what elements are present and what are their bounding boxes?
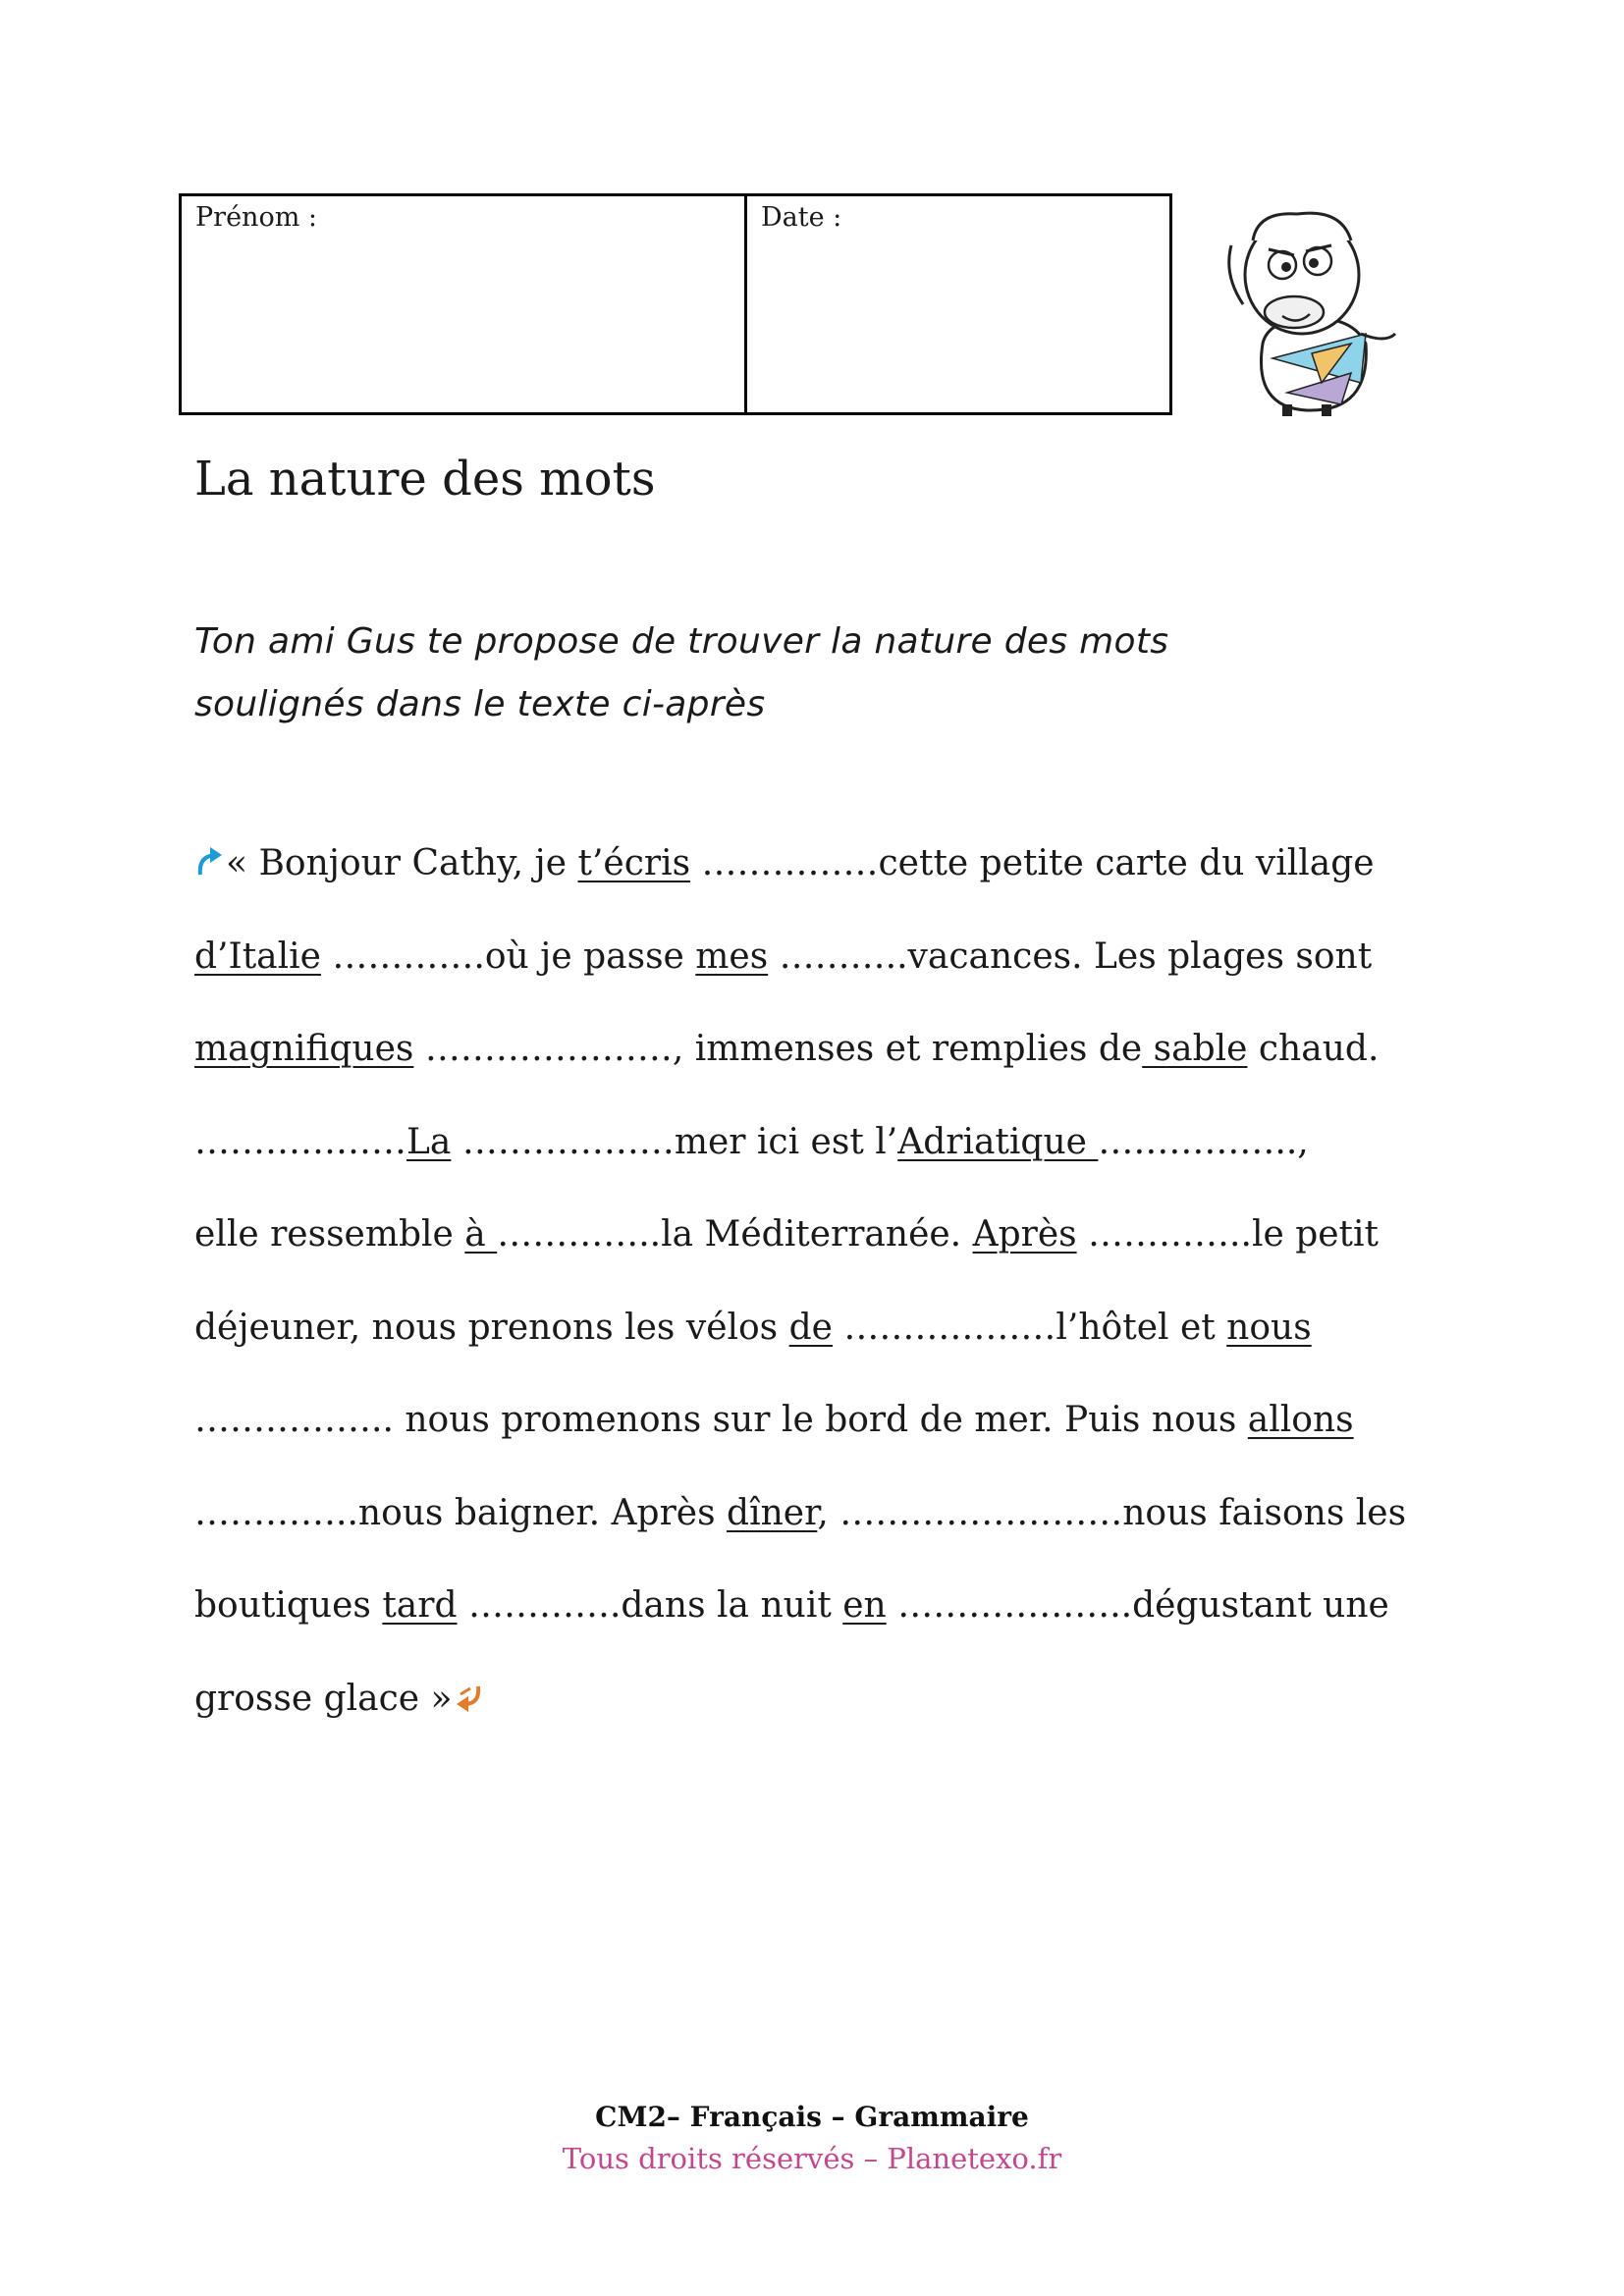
- text-segment: ……………..,: [1098, 1121, 1309, 1162]
- curved-arrow-right-icon: [194, 845, 226, 879]
- text-segment: ………………: [194, 1121, 406, 1162]
- date-cell[interactable]: [747, 196, 1169, 412]
- text-segment: grosse glace »: [194, 1678, 453, 1719]
- underlined-word: mes: [695, 935, 769, 977]
- underlined-word: magnifiques: [194, 1029, 414, 1069]
- underlined-word: d’Italie: [194, 935, 321, 977]
- text-segment: , ……………………nous faisons les: [817, 1492, 1407, 1533]
- text-segment: …………..nous baigner. Après: [194, 1492, 728, 1533]
- curved-arrow-return-icon: [453, 1681, 484, 1714]
- underlined-word: sable: [1142, 1029, 1248, 1069]
- text-segment: ………………l’hôtel et: [832, 1307, 1227, 1348]
- underlined-word: nous: [1226, 1307, 1312, 1348]
- prenom-cell[interactable]: [182, 196, 747, 412]
- underlined-word: t’écris: [577, 843, 691, 883]
- text-line-5: [194, 1207, 1471, 1301]
- underlined-word: Adriatique: [897, 1121, 1099, 1162]
- text-segment: ………..vacances. Les plages sont: [768, 935, 1373, 977]
- underlined-word: tard: [382, 1585, 458, 1626]
- name-date-table: [179, 193, 1172, 415]
- text-line-7: [194, 1393, 1471, 1486]
- text-segment: …………..le petit: [1076, 1214, 1379, 1255]
- text-segment: ………………mer ici est l’: [451, 1121, 898, 1162]
- underlined-word: en: [842, 1585, 887, 1626]
- page-title: La nature des mots: [194, 452, 656, 507]
- text-line-4: [194, 1115, 1471, 1208]
- underlined-word: à: [464, 1214, 498, 1255]
- footer-subject: CM2– Français – Grammaire: [595, 2101, 1029, 2133]
- underlined-word: allons: [1247, 1400, 1354, 1440]
- text-segment: chaud.: [1247, 1029, 1380, 1069]
- text-segment: boutiques: [194, 1585, 383, 1626]
- text-segment: ………………..dégustant une: [886, 1585, 1389, 1626]
- text-line-8: [194, 1486, 1471, 1579]
- instructions-line-2: soulignés dans le texte ci-après: [194, 684, 766, 724]
- text-segment: …………..la Méditerranée.: [497, 1214, 973, 1255]
- text-line-2: [194, 930, 1471, 1023]
- text-segment: ……………cette petite carte du village: [690, 843, 1375, 883]
- text-line-9: [194, 1578, 1471, 1672]
- text-segment: …………….. nous promenons sur le bord de mer. Puis nous: [194, 1400, 1248, 1440]
- instructions: [194, 611, 1422, 736]
- text-segment: ………….où je passe: [320, 935, 696, 977]
- text-line-10: [194, 1672, 1471, 1765]
- date-label: Date :: [761, 202, 842, 233]
- text-segment: elle ressemble: [194, 1214, 465, 1255]
- text-segment: …………………, immenses et remplies de: [413, 1029, 1143, 1069]
- text-segment: ………….dans la nuit: [457, 1585, 843, 1626]
- underlined-word: dîner: [727, 1492, 818, 1533]
- underlined-word: Après: [972, 1214, 1077, 1255]
- text-line-1: [194, 836, 1471, 930]
- text-line-6: [194, 1301, 1471, 1394]
- text-segment: déjeuner, nous prenons les vélos: [194, 1307, 789, 1348]
- text-segment: « Bonjour Cathy, je: [226, 843, 578, 883]
- gus-sheep-mascot-icon: [1204, 196, 1414, 418]
- exercise-text: [194, 836, 1471, 1764]
- footer-copyright: Tous droits réservés – Planetexo.fr: [562, 2142, 1062, 2175]
- prenom-label: Prénom :: [195, 202, 317, 233]
- instructions-line-1: Ton ami Gus te propose de trouver la nature des mots: [194, 621, 1169, 662]
- underlined-word: La: [406, 1121, 452, 1162]
- text-line-3: [194, 1022, 1471, 1115]
- underlined-word: de: [788, 1307, 833, 1348]
